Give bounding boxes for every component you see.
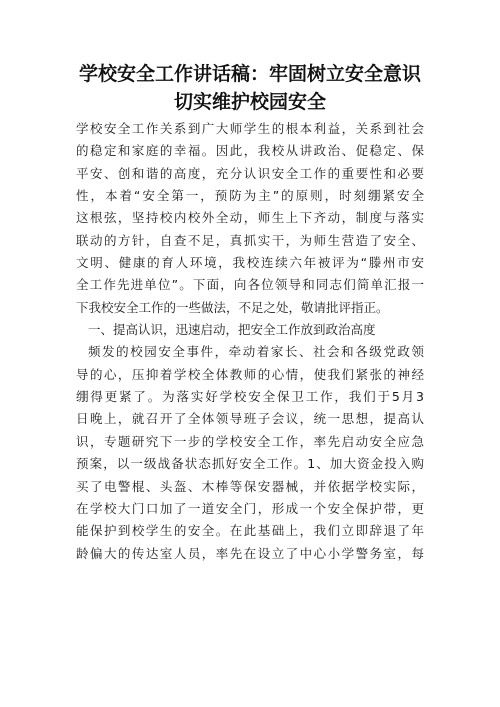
body-line: 预案，以一级战备状态抓好安全工作。1、加大资金投入购 <box>76 456 424 472</box>
body-line: 文明、健康的育人环境，我校连续六年被评为“滕州市安 <box>76 255 424 271</box>
document-title-line-1: 学校安全工作讲话稿：牢固树立安全意识 <box>78 63 421 85</box>
document-title-line-2: 切实维护校园安全 <box>173 91 326 113</box>
body-line: 全工作先进单位”。下面，向各位领导和同志们简单汇报一 <box>76 277 424 293</box>
body-line: 下我校安全工作的一些做法，不足之处，敬请批评指正。 <box>76 299 389 315</box>
body-line: 性，本着“安全第一，预防为主”的原则，时刻绷紧安全 <box>76 188 424 204</box>
document-body <box>76 118 424 565</box>
body-line: 的稳定和家庭的幸福。因此，我校从讲政治、促稳定、保 <box>76 143 424 159</box>
body-line: 联动的方针，自查不足，真抓实干，为师生营造了安全、 <box>76 232 424 248</box>
body-line: 这根弦，坚持校内校外全动，师生上下齐动，制度与落实 <box>76 210 424 226</box>
body-line: 识，专题研究下一步的学校安全工作，率先启动安全应急 <box>76 433 424 449</box>
body-line: 买了电警棍、头盔、木棒等保安器械，并依据学校实际， <box>76 478 424 494</box>
section-heading: 一、提高认识，迅速启动，把安全工作放到政治高度 <box>88 322 376 338</box>
body-line: 日晚上，就召开了全体领导班子会议，统一思想，提高认 <box>76 411 424 427</box>
body-line: 频发的校园安全事件，牵动着家长、社会和各级党政领 <box>88 344 424 360</box>
body-line: 导的心，压抑着学校全体教师的心情，使我们紧张的神经 <box>76 366 424 382</box>
body-line: 能保护到校学生的安全。在此基础上，我们立即辞退了年 <box>76 523 424 539</box>
body-line: 学校安全工作关系到广大师学生的根本利益，关系到社会 <box>76 121 424 136</box>
body-line: 平安、创和谐的高度，充分认识安全工作的重要性和必要 <box>76 165 424 181</box>
body-line: 绷得更紧了。为落实好学校安全保卫工作，我们于5月3 <box>76 389 424 405</box>
body-line: 在学校大门口加了一道安全门，形成一个安全保护带，更 <box>76 500 424 516</box>
body-line: 龄偏大的传达室人员，率先在设立了中心小学警务室，每 <box>76 545 424 561</box>
